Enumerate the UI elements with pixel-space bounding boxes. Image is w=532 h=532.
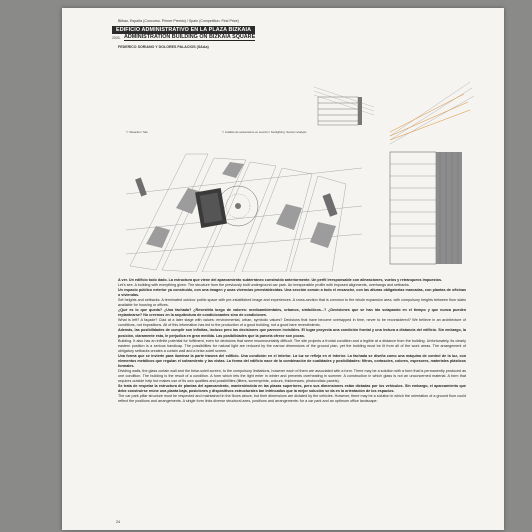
project-year: 2003- <box>112 36 121 40</box>
paragraph-en: Dividing walls, the glass curtain wall and the brise-soleil screen, to the compulsory limitations, however each of them are associated with a form. There may be a solution with a form that is permanently produced as one condition. The building is the result of a condition. A form which lets the light enter in winter and prevents overheating in summer. A construction in which glass is not an unconcerned material. A form that requires outside help but makes use of its own qualities and possibilities (filters, screenprints, colours, thicknesses, photovoltaic panels). <box>118 368 466 383</box>
site-plan-caption: ↖ Situación / Site <box>126 130 148 134</box>
paragraph-en: The car park pillar structure must be respected and maintained in the floors above, but their dimensions are dictated by the vehicles. However, there may be a solution in which the orientation of a ground floor could reflect the positions and arrangements. A single form links diverse structural axes, positions and arrangements: for a car park and an optimum office landscape. <box>118 394 466 404</box>
facade-elevation-drawing <box>384 76 476 274</box>
paragraph-es: Además, las posibilidades de cumplir son infinitas, incluso pero las decisiones que parecen invisibles. El lugar proyecta una condición frontal y una lectura a distancia del edificio. Sin embargo, la posición, claramente esta, le perjudica en gran medida. Las posibilidades que la parcela ofrece son pocas. <box>118 328 466 338</box>
sunlight-section-drawing <box>314 83 376 131</box>
article-body <box>118 278 466 404</box>
paragraph-en: What is left? A façade? Clad at a later stage with values: environmental, urban, symbolic values? Decisions that have become overlapped in time, never to be reconsidered? We believe in an architecture of conditions, not impositions. All of this information has led to the production of a good building, not a good bare revestimiento. <box>118 318 466 328</box>
page-number: 24 <box>116 520 120 524</box>
document-page <box>62 8 504 530</box>
authors: FEDERICO SORIANO Y DOLORES PALACIOS (S&Aa) <box>118 45 209 49</box>
site-plan-drawing <box>126 134 362 272</box>
paragraph-es: Una forma que se invierte para iluminar la parte trasera del edificio. Una condición en el interior. La luz se refleja en el interior. La fachada se diseña como una máquina de control de la luz, con elementos metálicos que regulan el soleamiento y las vistas. La forma del edificio nace de la combinación de cualidades y posibilidades: filtros, cortasoles, colores, espesores, materiales plásticos formales. <box>118 353 466 368</box>
section-analysis-caption: ↖ Análisis de soleamiento en sección / Sunlighting. Section analysis <box>222 130 307 134</box>
project-location: Bilbao, España (Concurso. Primer Premio) / Spain (Competition. First Prize) <box>118 19 239 23</box>
paragraph-es: Se trata de respetar la estructura de plantas del aparcamiento, manteniéndola en las plazas superiores, pero sus dimensiones están dictadas por los vehículos. Sin embargo, el aparcamiento que debe construirse reúne una planta baja, posiciones y dispositivos estructurales tan intrincados que la mejor solución se da en la orientación de los espacios. <box>118 383 466 394</box>
paragraph-en: Building. It also has an infinite potential for fulfilment, even for decisions that seem insurmountably difficult. The site projects a frontal condition and a legible at a distance from the building. Unfortunately, its clearly eastern position is a serious handicap. The possibilities for natural light are reduced by the narrow dimensions of the ground plan, yet the building must be lit from all of the work areas. The arrangement of obligatory setbacks creates a curtain wall and a brise-soleil screen. <box>118 338 466 353</box>
paragraph-es: Un espacio público exterior ya construido, con una imagen y unas vivencias preestablecidas. Una sección común a todo el ensanche, con las alturas obligatorias marcadas, con plantas de oficinas o viviendas. <box>118 288 466 298</box>
paragraph-en: Let's see. A building with everything given. The structure from the previously built underground car park. An irresponsible profile with imposed alignments, overhangs and setbacks. <box>118 283 410 288</box>
paragraph-es: ¿Qué es lo que queda? ¿Una fachada? ¿Revestirla luego de valores: medioambientales, urbanos, simbólicos...? ¿Decisiones que se han ido solapando en el tiempo y que nunca pueden replantearse? No creemos en la arquitectura de condicionantes sino de condiciones. <box>118 308 466 318</box>
paragraph-en: Set heights and setbacks. A terminated outdoor public space with pre-established image and experiences. A cross-section that is common to the whole expansion area, with compulsory heights between floor slabs available for housing or offices. <box>118 298 466 308</box>
title-spanish: EDIFICIO ADMINISTRATIVO EN LA PLAZA BIZKAIA <box>112 26 255 34</box>
title-english: ADMINISTRATION BUILDING ON BIZKAIA SQUARE <box>124 34 256 40</box>
paragraph-es: A ver. Un edificio todo dado. La estructura que viene del aparcamiento subterráneo construido anteriormente. Un perfil irresponsable con alineaciones, vuelos y retranqueos impuestos. <box>118 278 443 282</box>
